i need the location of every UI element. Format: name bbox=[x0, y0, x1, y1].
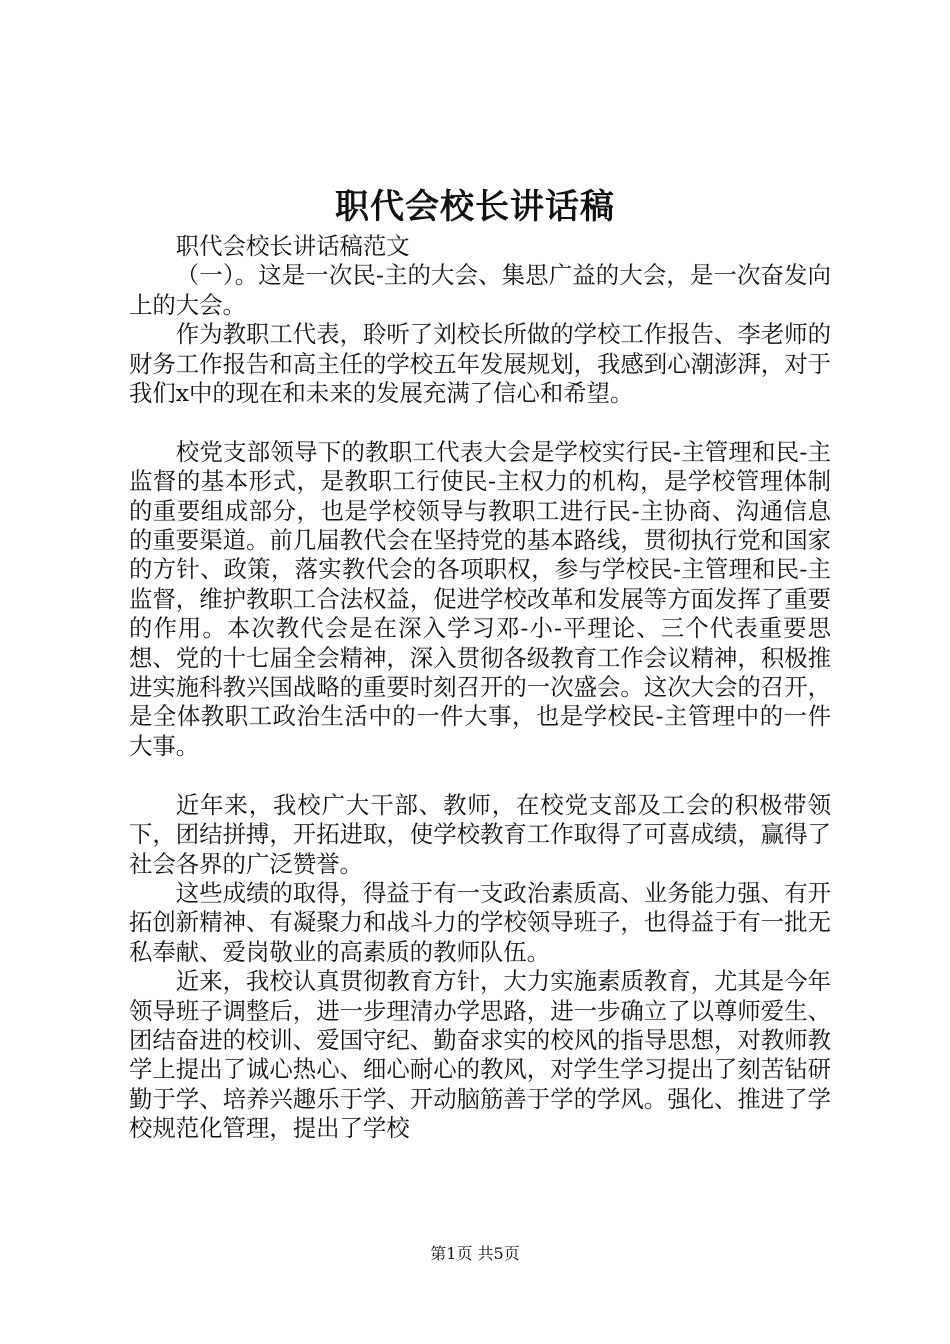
paragraph-subtitle: 职代会校长讲话稿范文 bbox=[175, 232, 410, 260]
paragraph: 近年来，我校广大干部、教师，在校党支部及工会的积极带领下，团结拼搏，开拓进取，使学校教育工作取得了可喜成绩，赢得了社会各界的广泛赞誉。 bbox=[129, 790, 831, 878]
paragraph: 校党支部领导下的教职工代表大会是学校实行民-主管理和民-主监督的基本形式，是教职工行使民-主权力的机构，是学校管理体制的重要组成部分，也是学校领导与教职工进行民-主协商、沟通信息的重要渠道。前几届教代会在坚持党的基本路线，贯彻执行党和国家的方针、政策，落实教代会的各项职权，参与学校民-主管理和民-主监督，维护教职工合法权益，促进学校改革和发展等方面发挥了重要的作用。本次教代会是在深入学习邓-小-平理论、三个代表重要思想、党的十七届全会精神，深入贯彻各级教育工作会议精神，积极推进实施科教兴国战略的重要时刻召开的一次盛会。这次大会的召开，是全体教职工政治生活中的一件大事，也是学校民-主管理中的一件大事。 bbox=[129, 437, 831, 760]
document-body bbox=[129, 232, 831, 1144]
page-footer: 第1页 共5页 bbox=[430, 1244, 520, 1263]
paragraph: 这些成绩的取得，得益于有一支政治素质高、业务能力强、有开拓创新精神、有凝聚力和战斗力的学校领导班子，也得益于有一批无私奉献、爱岗敬业的高素质的教师队伍。 bbox=[129, 878, 831, 966]
document-title: 职代会校长讲话稿 bbox=[335, 187, 615, 227]
paragraph: 近来，我校认真贯彻教育方针，大力实施素质教育，尤其是今年领导班子调整后，进一步理清办学思路，进一步确立了以尊师爱生、团结奋进的校训、爱国守纪、勤奋求实的校风的指导思想，对教师教学上提出了诚心热心、细心耐心的教风，对学生学习提出了刻苦钻研勤于学、培养兴趣乐于学、开动脑筋善于学的学风。强化、推进了学校规范化管理，提出了学校 bbox=[129, 967, 831, 1143]
paragraph: （一）。这是一次民-主的大会、集思广益的大会，是一次奋发向上的大会。 bbox=[129, 261, 831, 319]
paragraph: 作为教职工代表，聆听了刘校长所做的学校工作报告、李老师的财务工作报告和高主任的学校五年发展规划，我感到心潮澎湃，对于我们x中的现在和未来的发展充满了信心和希望。 bbox=[129, 320, 831, 408]
